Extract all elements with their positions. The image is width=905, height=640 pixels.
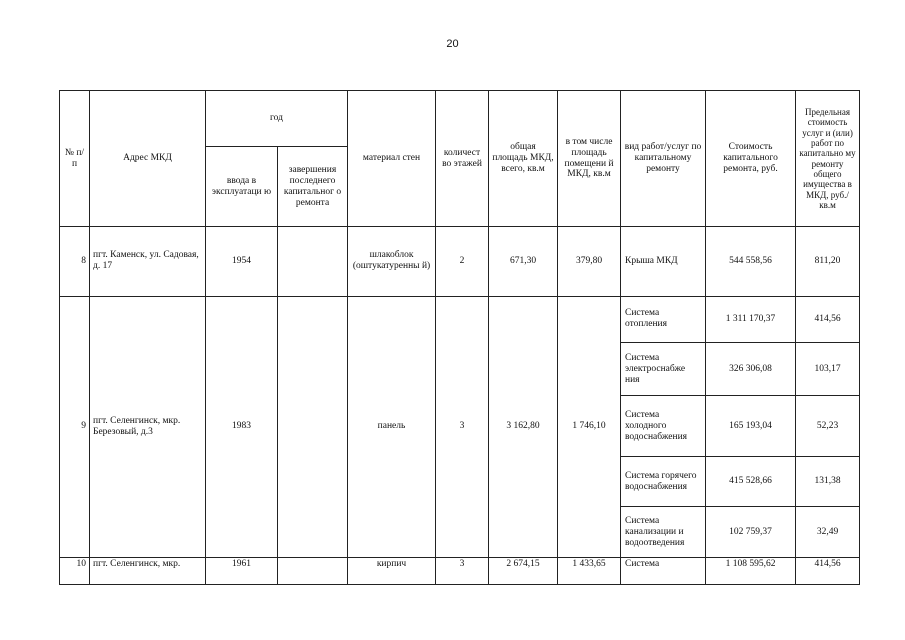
row-work-type: Крыша МКД xyxy=(621,227,706,297)
row-cost: 326 306,08 xyxy=(706,343,796,396)
row-num: 9 xyxy=(60,296,90,557)
row-work-type: Система холодного водоснабжения xyxy=(621,396,706,456)
row-cost: 1 108 595,62 xyxy=(706,557,796,584)
row-work-type: Система канализации и водоотведения xyxy=(621,507,706,557)
row-cost: 544 558,56 xyxy=(706,227,796,297)
row-cost: 102 759,37 xyxy=(706,507,796,557)
header-cost: Стоимость капитального ремонта, руб. xyxy=(706,91,796,227)
row-address: пгт. Селенгинск, мкр. Березовый, д.3 xyxy=(90,296,206,557)
row-address: пгт. Каменск, ул. Садовая, д. 17 xyxy=(90,227,206,297)
row-max-cost: 52,23 xyxy=(796,396,860,456)
row-max-cost: 811,20 xyxy=(796,227,860,297)
row-total-area: 2 674,15 xyxy=(489,557,558,584)
header-row xyxy=(60,91,860,147)
header-year-last-repair: завершения последнего капитальног о ремонта xyxy=(278,147,348,227)
row-year-commission: 1954 xyxy=(206,227,278,297)
row-cost: 415 528,66 xyxy=(706,456,796,506)
row-cost: 1 311 170,37 xyxy=(706,296,796,342)
header-num: № п/п xyxy=(60,91,90,227)
row-max-cost: 131,38 xyxy=(796,456,860,506)
header-year-group: год xyxy=(206,91,348,147)
row-address: пгт. Селенгинск, мкр. xyxy=(90,557,206,584)
row-premises-area: 1 433,65 xyxy=(558,557,621,584)
row-max-cost: 414,56 xyxy=(796,557,860,584)
row-work-type: Система xyxy=(621,557,706,584)
table-row xyxy=(60,227,860,297)
table-row xyxy=(60,557,860,584)
header-floors: количест во этажей xyxy=(436,91,489,227)
row-max-cost: 414,56 xyxy=(796,296,860,342)
row-work-type: Система электроснабже ния xyxy=(621,343,706,396)
row-year-last-repair xyxy=(278,557,348,584)
row-total-area: 671,30 xyxy=(489,227,558,297)
row-floors: 2 xyxy=(436,227,489,297)
row-max-cost: 32,49 xyxy=(796,507,860,557)
row-premises-area: 1 746,10 xyxy=(558,296,621,557)
row-premises-area: 379,80 xyxy=(558,227,621,297)
header-year-commission: ввода в эксплуатаци ю xyxy=(206,147,278,227)
row-year-last-repair xyxy=(278,227,348,297)
row-work-type: Система горячего водоснабжения xyxy=(621,456,706,506)
row-wall-material: шлакоблок (оштукатуренны й) xyxy=(348,227,436,297)
header-wall-material: материал стен xyxy=(348,91,436,227)
header-address: Адрес МКД xyxy=(90,91,206,227)
header-work-type: вид работ/услуг по капитальному ремонту xyxy=(621,91,706,227)
header-total-area: общая площадь МКД, всего, кв.м xyxy=(489,91,558,227)
header-max-cost: Предельная стоимость услуг и (или) работ по капитально му ремонту общего имущества в МКД, руб./кв.м xyxy=(796,91,860,227)
table-row xyxy=(60,296,860,342)
row-year-last-repair xyxy=(278,296,348,557)
row-floors: 3 xyxy=(436,557,489,584)
row-year-commission: 1983 xyxy=(206,296,278,557)
row-cost: 165 193,04 xyxy=(706,396,796,456)
header-premises-area: в том числе площадь помещени й МКД, кв.м xyxy=(558,91,621,227)
row-year-commission: 1961 xyxy=(206,557,278,584)
row-num: 10 xyxy=(60,557,90,584)
row-total-area: 3 162,80 xyxy=(489,296,558,557)
row-max-cost: 103,17 xyxy=(796,343,860,396)
page-number: 20 xyxy=(446,38,459,50)
row-num: 8 xyxy=(60,227,90,297)
row-wall-material: панель xyxy=(348,296,436,557)
row-wall-material: кирпич xyxy=(348,557,436,584)
capital-repair-table xyxy=(59,90,860,585)
row-floors: 3 xyxy=(436,296,489,557)
row-work-type: Система отопления xyxy=(621,296,706,342)
